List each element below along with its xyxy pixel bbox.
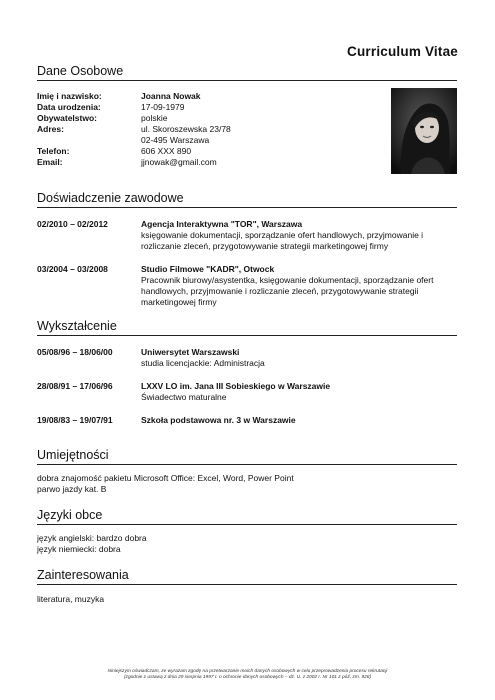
entry-description: Świadectwo maturalne <box>141 392 227 402</box>
interest-line: literatura, muzyka <box>37 594 105 604</box>
section-heading-skills: Umiejętności <box>37 448 457 465</box>
education-entry <box>37 347 457 369</box>
consent-line-1: Niniejszym oświadczam, ze wyrazam zgodę na przetwarzanie moich danych osobowych w celu przeprowadzenia procesu rekrutacji <box>107 669 388 674</box>
personal-label: Adres: <box>37 124 64 134</box>
personal-label: Email: <box>37 157 63 167</box>
portrait-icon <box>391 88 457 174</box>
entry-description: studia licencjackie: Administracja <box>141 358 265 368</box>
section-heading-education: Wykształcenie <box>37 319 457 336</box>
entry-description: księgowanie dokumentacji, sporządzanie ofert handlowych, przyjmowanie i rozliczanie zleceń, przygotowywanie strategii marketingowej firmy <box>141 230 424 251</box>
document-title: Curriculum Vitae <box>347 44 458 59</box>
consent-line-2: (zgodnie z ustawą z dnia 29 sierpnia 1997 r. o ochronie danych osobowych – dz. U. z 2002 r. Nr 101 z póź. zm. 926) <box>123 675 372 680</box>
entry-dates: 03/2004 – 03/2008 <box>37 264 108 274</box>
personal-value: 02-495 Warszawa <box>141 135 210 145</box>
personal-value: 606 XXX 890 <box>141 146 192 156</box>
entry-title: Uniwersytet Warszawski <box>141 347 240 357</box>
consent-footer <box>40 669 455 681</box>
section-heading-personal: Dane Osobowe <box>37 64 457 81</box>
personal-value: 17-09-1979 <box>141 102 185 112</box>
section-heading-experience: Doświadczenie zawodowe <box>37 191 457 208</box>
interests-list <box>37 594 457 605</box>
entry-description: Pracownik biurowy/asystentka, księgowanie dokumentacji, sporządzanie ofert handlowych, przyjmowanie i rozliczanie zleceń, przygotowywanie strategii marketingowej firmy <box>141 275 434 307</box>
language-line: język niemiecki: dobra <box>37 544 121 554</box>
experience-entry <box>37 219 457 252</box>
personal-value: ul. Skoroszewska 23/78 <box>141 124 231 134</box>
education-entry <box>37 415 457 426</box>
entry-title: Agencja Interaktywna "TOR", Warszawa <box>141 219 303 229</box>
skills-list <box>37 473 457 495</box>
personal-label: Data urodzenia: <box>37 102 101 112</box>
entry-body <box>141 264 457 308</box>
interests-section <box>37 568 457 605</box>
entry-dates: 02/2010 – 02/2012 <box>37 219 108 229</box>
entry-body <box>141 415 457 426</box>
experience-section <box>37 191 457 308</box>
languages-list <box>37 533 457 555</box>
entry-dates: 28/08/91 – 17/06/96 <box>37 381 113 391</box>
entry-body <box>141 347 457 369</box>
skill-line: dobra znajomość pakietu Microsoft Office: Excel, Word, Power Point <box>37 473 294 483</box>
language-line: język angielski: bardzo dobra <box>37 533 147 543</box>
personal-label: Telefon: <box>37 146 70 156</box>
entry-title: Szkoła podstawowa nr. 3 w Warszawie <box>141 415 296 425</box>
entry-dates: 19/08/83 – 19/07/91 <box>37 415 113 425</box>
section-heading-interests: Zainteresowania <box>37 568 457 585</box>
skills-section <box>37 448 457 495</box>
education-section <box>37 319 457 426</box>
entry-body <box>141 219 457 252</box>
entry-dates: 05/08/96 – 18/06/00 <box>37 347 113 357</box>
personal-label <box>37 135 141 146</box>
languages-section <box>37 508 457 555</box>
profile-photo <box>391 88 457 174</box>
section-heading-languages: Języki obce <box>37 508 457 525</box>
email-link[interactable]: jjnowak@gmail.com <box>141 157 217 167</box>
personal-label: Obywatelstwo: <box>37 113 97 123</box>
personal-value: Joanna Nowak <box>141 91 201 101</box>
personal-label: Imię i nazwisko: <box>37 91 102 101</box>
entry-title: LXXV LO im. Jana III Sobieskiego w Warszawie <box>141 381 331 391</box>
entry-title: Studio Filmowe "KADR", Otwock <box>141 264 275 274</box>
personal-value: polskie <box>141 113 168 123</box>
entry-body <box>141 381 457 403</box>
skill-line: parwo jazdy kat. B <box>37 484 107 494</box>
experience-entry <box>37 264 457 308</box>
education-entry <box>37 381 457 403</box>
